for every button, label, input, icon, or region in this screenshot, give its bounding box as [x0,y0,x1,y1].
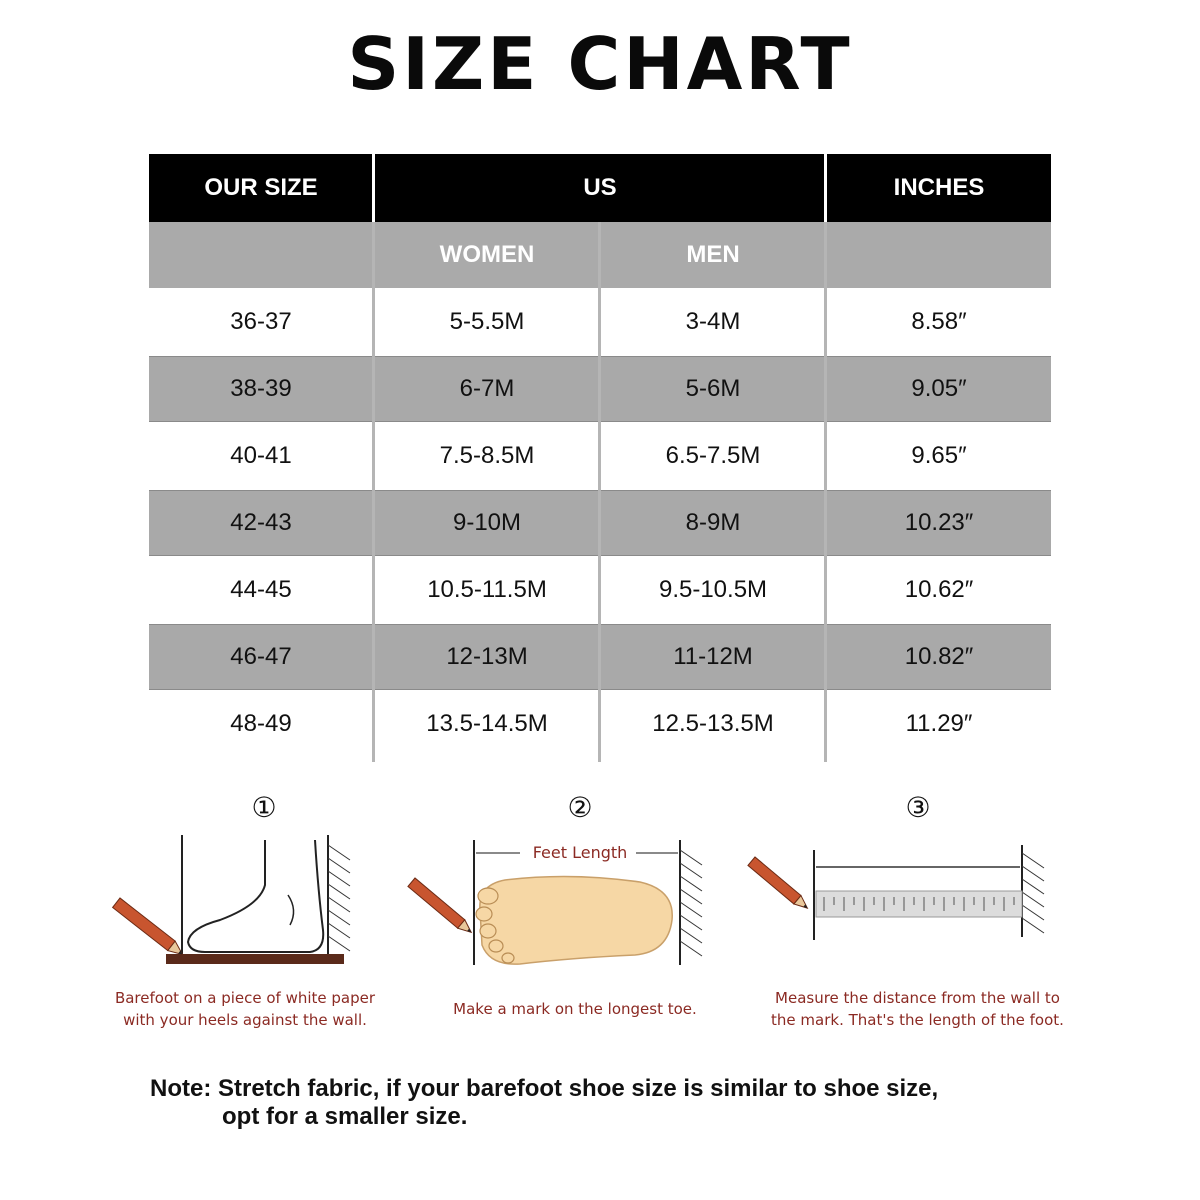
pencil-icon [113,898,187,959]
cell-men: 6.5-7.5M [665,442,761,469]
cell-our-size: 44-45 [230,576,292,603]
pencil-icon [748,857,811,912]
cell-inches: 9.05″ [911,375,967,402]
cell-women: 5-5.5M [449,308,525,335]
step-2-number: ② [567,792,593,823]
cell-our-size: 42-43 [230,509,292,536]
header-inches: INCHES [893,174,985,201]
cell-our-size: 48-49 [230,710,292,737]
step-3-caption-line1: Measure the distance from the wall to [775,989,1060,1007]
cell-our-size: 40-41 [230,442,292,469]
subheader-men: MEN [686,241,740,268]
cell-men: 12.5-13.5M [652,710,774,737]
table-header-row [149,154,1051,222]
step-1-caption-line2: with your heels against the wall. [123,1011,367,1029]
note-line1: Note: Stretch fabric, if your barefoot shoe size is similar to shoe size, [150,1075,939,1102]
step-1-number: ① [251,792,277,823]
pencil-icon [408,878,475,937]
cell-women: 12-13M [446,643,528,670]
ruler-icon [816,891,1022,917]
cell-men: 8-9M [685,509,741,536]
cell-women: 7.5-8.5M [439,442,535,469]
cell-men: 3-4M [685,308,741,335]
cell-our-size: 36-37 [230,308,292,335]
step-1-caption [100,987,390,1031]
size-table [149,154,1051,758]
cell-our-size: 46-47 [230,643,292,670]
cell-inches: 10.82″ [904,643,974,670]
wall-hatch-icon [328,835,350,960]
cell-inches: 10.23″ [904,509,974,536]
feet-length-label: Feet Length [532,843,628,862]
cell-inches: 8.58″ [911,308,967,335]
step-3-illustration [750,845,1060,945]
cell-men: 9.5-10.5M [658,576,768,603]
step-2-caption: Make a mark on the longest toe. [453,1000,697,1018]
cell-men: 11-12M [673,643,753,670]
cell-women: 13.5-14.5M [426,710,548,737]
foot-top-icon [480,876,672,964]
foot-side-icon [188,840,323,952]
cell-inches: 9.65″ [911,442,967,469]
cell-women: 6-7M [459,375,515,402]
cell-inches: 11.29″ [905,710,973,737]
page-title: SIZE CHART [347,22,853,106]
cell-women: 9-10M [452,509,522,536]
note [150,1075,1050,1131]
step-1-caption-line1: Barefoot on a piece of white paper [114,989,376,1007]
cell-inches: 10.62″ [904,576,974,603]
step-3-caption [770,987,1065,1031]
cell-men: 5-6M [685,375,741,402]
step-1-illustration [110,830,360,970]
cell-our-size: 38-39 [230,375,292,402]
cell-women: 10.5-11.5M [427,576,547,603]
subheader-women: WOMEN [439,241,535,268]
header-our-size: OUR SIZE [204,174,318,201]
note-line2: opt for a smaller size. [222,1103,468,1130]
header-us: US [583,174,617,201]
step-3-number: ③ [905,792,931,823]
step-3-caption-line2: the mark. That's the length of the foot. [771,1011,1064,1029]
